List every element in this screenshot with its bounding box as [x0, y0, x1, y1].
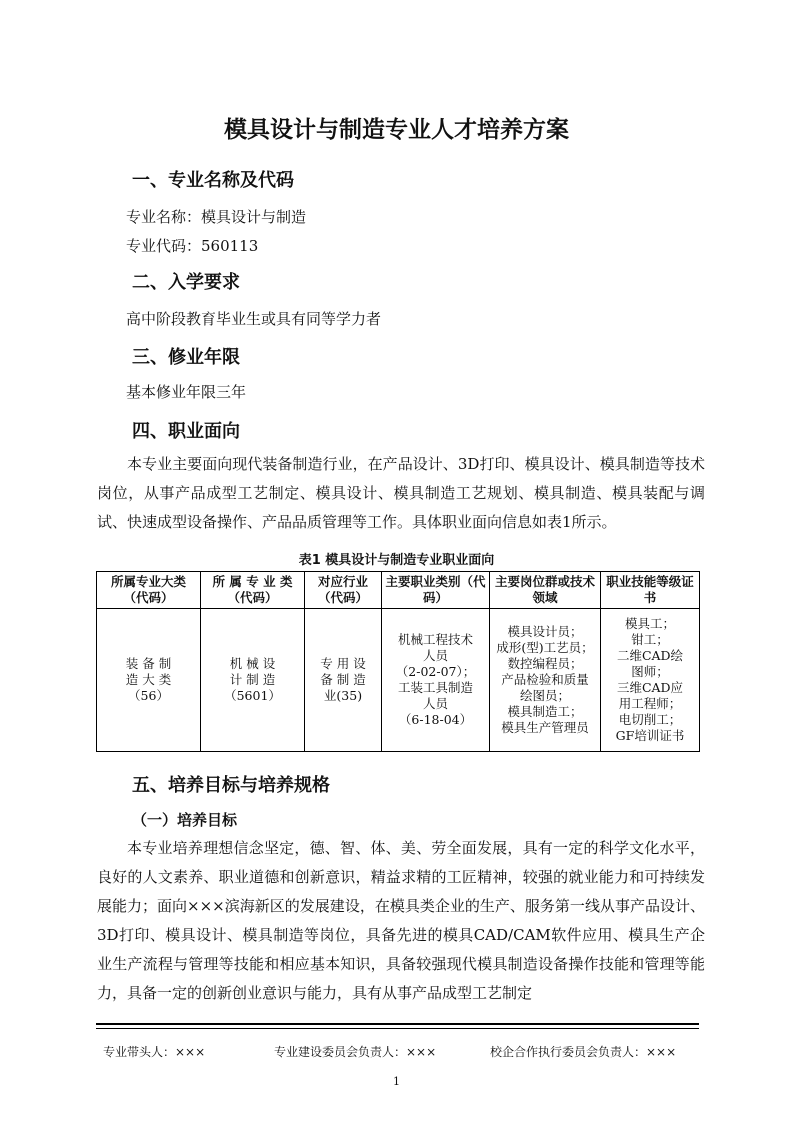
table-row	[97, 609, 700, 752]
training-goal-paragraph: 本专业培养理想信念坚定，德、智、体、美、劳全面发展，具有一定的科学文化水平，良好的人文素养、职业道德和创新意识，精益求精的工匠精神，较强的就业能力和可持续发展能力；面向×××滨海新区的发展建设，在模具类企业的生产、服务第一线从事产品设计、3D打印、模具设计、模具制造等岗位，具备先进的模具CAD/CAM软件应用、模具生产企业生产流程与管理等技能和相应基本知识，具备较强现代模具制造设备操作技能和管理等能力，具备一定的创新创业意识与能力，具有从事产品成型工艺制定	[97, 839, 705, 1002]
section-1-heading: 一、专业名称及代码	[132, 170, 294, 191]
table-cell: 模具工； 钳工； 二维CAD绘 图师； 三维CAD应 用工程师； 电切削工； GF培训证书	[601, 609, 700, 752]
table-caption: 表1 模具设计与制造专业职业面向	[298, 553, 495, 568]
page-number: 1	[393, 1075, 400, 1088]
section-5-heading: 五、培养目标与培养规格	[132, 775, 330, 796]
section-3-heading: 三、修业年限	[132, 347, 240, 368]
footer-school-enterprise: 校企合作执行委员会负责人：×××	[490, 1045, 677, 1059]
career-paragraph: 本专业主要面向现代装备制造行业，在产品设计、3D打印、模具设计、模具制造等技术岗位，从事产品成型工艺制定、模具设计、模具制造工艺规划、模具制造、模具装配与调试、快速成型设备操作、产品品质管理等工作。具体职业面向信息如表1所示。	[97, 455, 705, 531]
table-cell: 专 用 设 备 制 造 业(35)	[305, 609, 382, 752]
career-table	[96, 571, 700, 752]
admission-text: 高中阶段教育毕业生或具有同等学力者	[126, 310, 382, 328]
major-code-line: 专业代码：560113	[126, 237, 259, 255]
footer-rule-thick	[96, 1023, 699, 1025]
table-cell: 模具设计员； 成形(型)工艺员； 数控编程员； 产品检验和质量 绘图员； 模具制造工； 模具生产管理员	[490, 609, 601, 752]
table-header-row	[97, 572, 700, 609]
document-title: 模具设计与制造专业人才培养方案	[224, 117, 569, 143]
footer-committee: 专业建设委员会负责人：×××	[274, 1045, 437, 1059]
table-header-cell: 主要岗位群或技术领域	[490, 572, 601, 609]
training-goal-subheading: （一）培养目标	[132, 811, 238, 829]
major-name-line: 专业名称：模具设计与制造	[126, 208, 307, 226]
table-cell: 机械工程技术 人员 （2-02-07）； 工装工具制造 人员 （6-18-04）	[382, 609, 490, 752]
table-cell: 机 械 设 计 制 造 （5601）	[201, 609, 305, 752]
table-header-cell: 主要职业类别（代码）	[382, 572, 490, 609]
study-years-text: 基本修业年限三年	[126, 383, 247, 401]
table-header-cell: 所属专业大类（代码）	[97, 572, 201, 609]
table-header-cell: 所 属 专 业 类（代码）	[201, 572, 305, 609]
table-header-cell: 对应行业（代码）	[305, 572, 382, 609]
section-2-heading: 二、入学要求	[132, 272, 240, 293]
footer-rule-thin	[96, 1028, 699, 1029]
table-cell: 装 备 制 造 大 类 （56）	[97, 609, 201, 752]
table-header-cell: 职业技能等级证书	[601, 572, 700, 609]
section-4-heading: 四、职业面向	[132, 421, 240, 442]
footer-lead: 专业带头人：×××	[103, 1045, 206, 1059]
